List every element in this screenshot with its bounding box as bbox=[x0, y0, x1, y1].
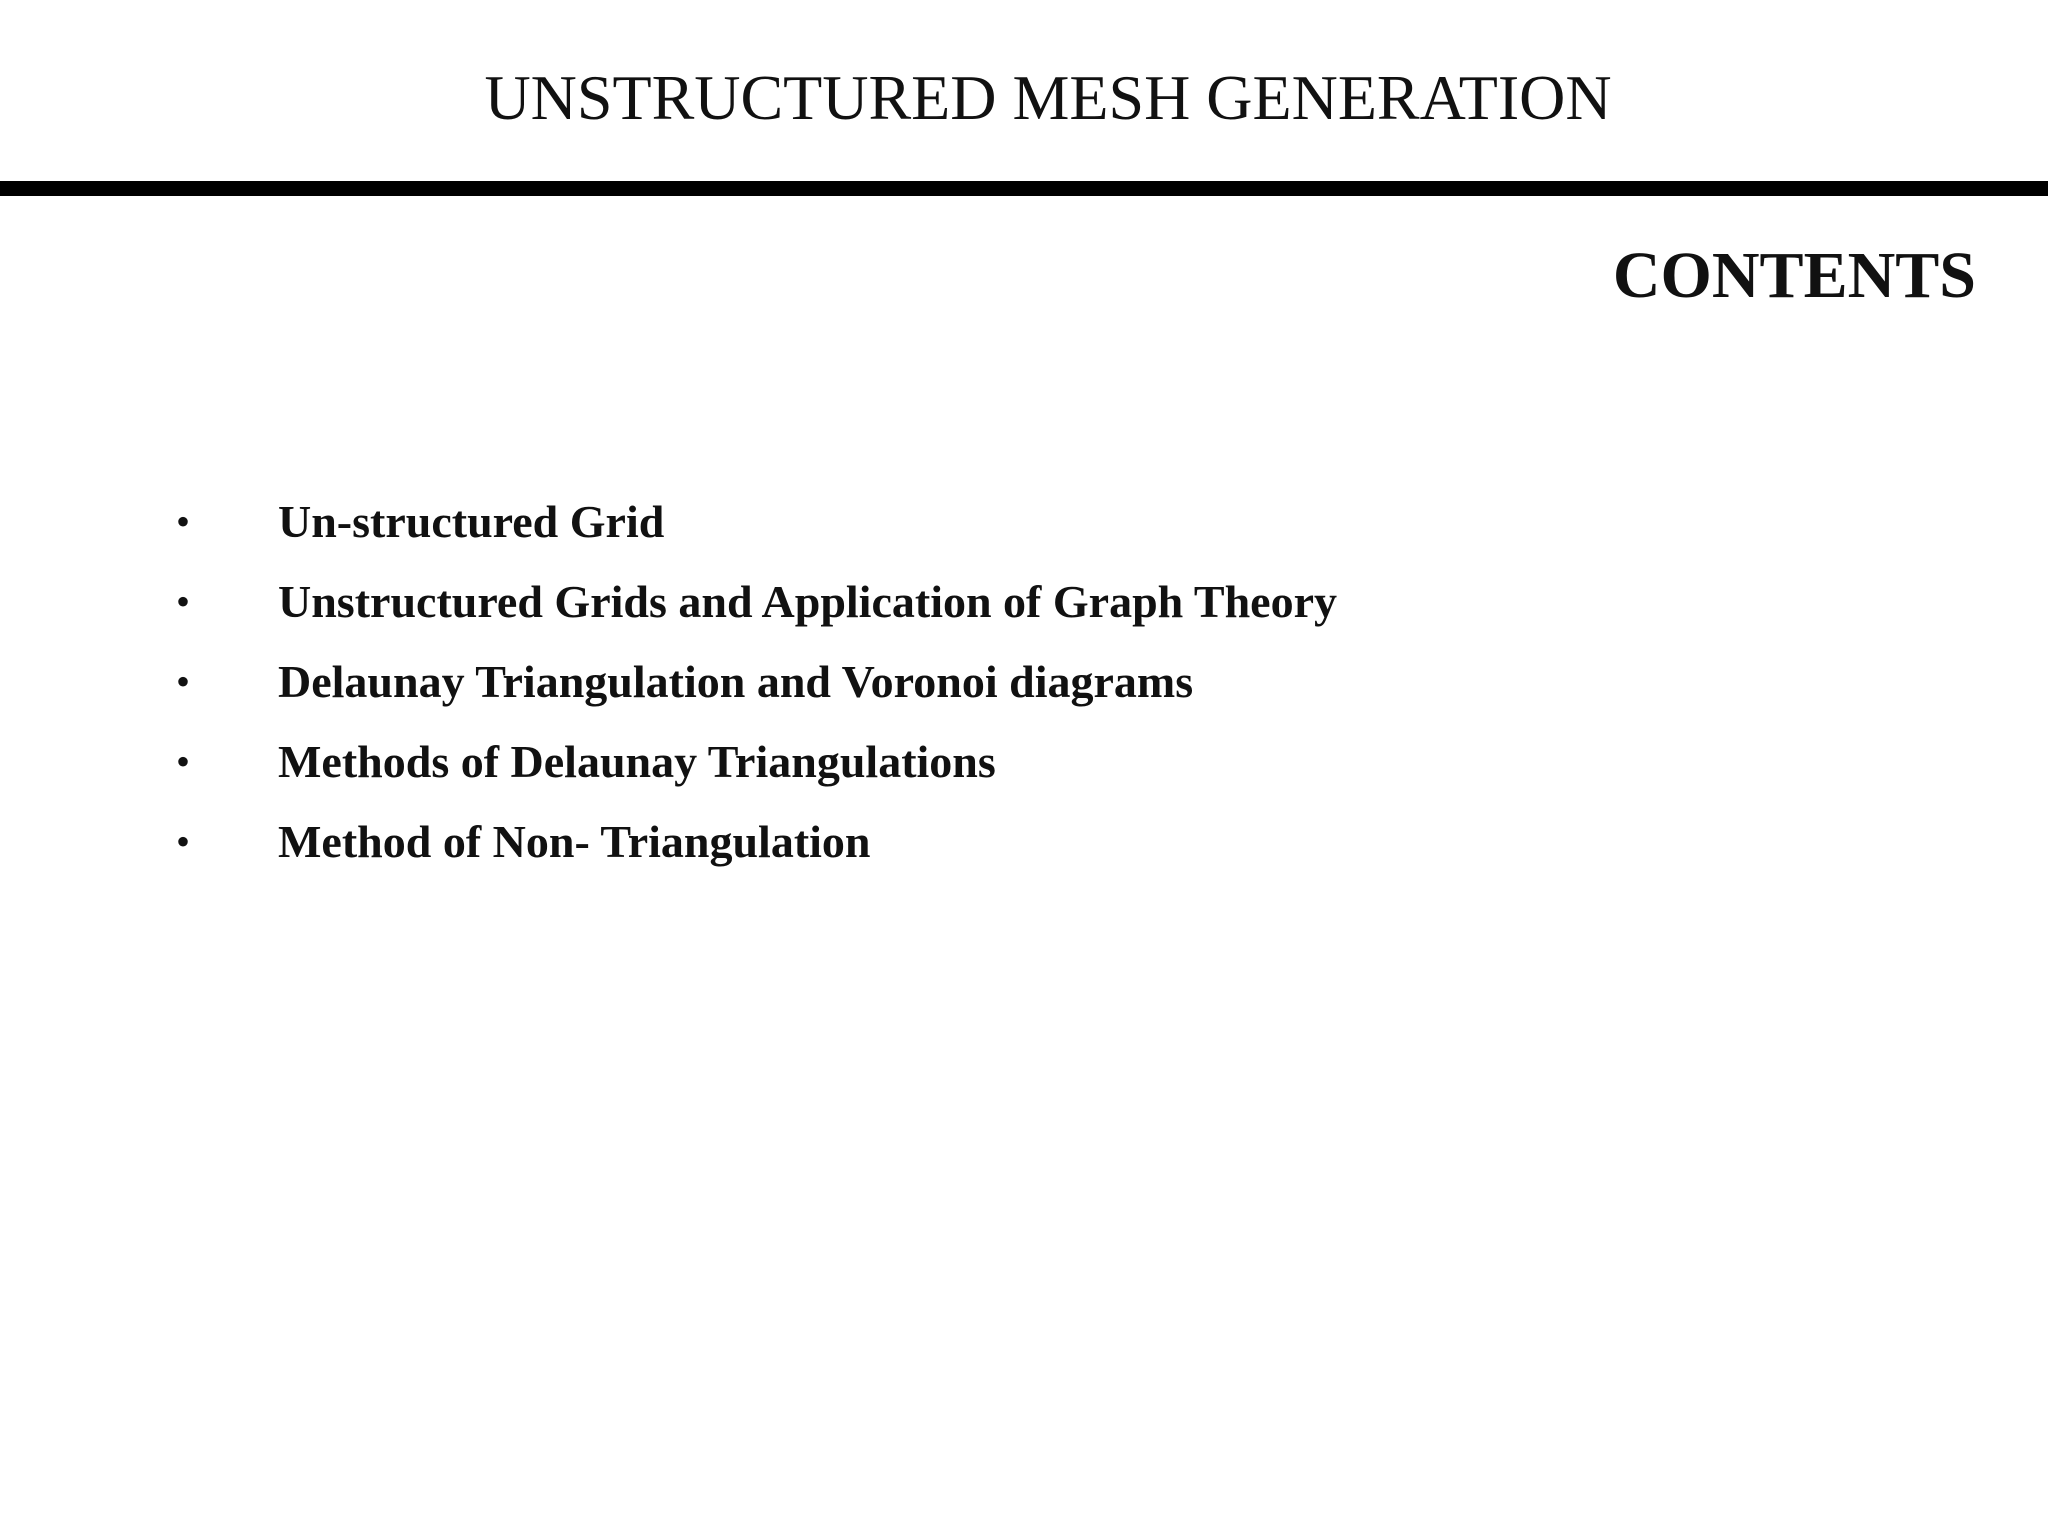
list-item-text: Delaunay Triangulation and Voronoi diagrams bbox=[278, 656, 1194, 707]
list-item bbox=[0, 482, 2048, 562]
list-item bbox=[0, 802, 2048, 882]
list-item bbox=[0, 642, 2048, 722]
list-item bbox=[0, 722, 2048, 802]
list-item-text: Unstructured Grids and Application of Graph Theory bbox=[278, 576, 1338, 627]
title-divider bbox=[0, 181, 2048, 196]
bullet-icon: • bbox=[176, 819, 191, 864]
bullet-icon: • bbox=[176, 739, 191, 784]
contents-list bbox=[0, 482, 2048, 882]
list-item-text: Method of Non- Triangulation bbox=[278, 816, 871, 867]
bullet-icon: • bbox=[176, 499, 191, 544]
bullet-icon: • bbox=[176, 579, 191, 624]
list-item bbox=[0, 562, 2048, 642]
bullet-icon: • bbox=[176, 659, 191, 704]
section-heading: CONTENTS bbox=[1612, 239, 1976, 312]
slide-title: UNSTRUCTURED MESH GENERATION bbox=[484, 62, 1612, 133]
list-item-text: Un-structured Grid bbox=[278, 496, 665, 547]
list-item-text: Methods of Delaunay Triangulations bbox=[278, 736, 996, 787]
